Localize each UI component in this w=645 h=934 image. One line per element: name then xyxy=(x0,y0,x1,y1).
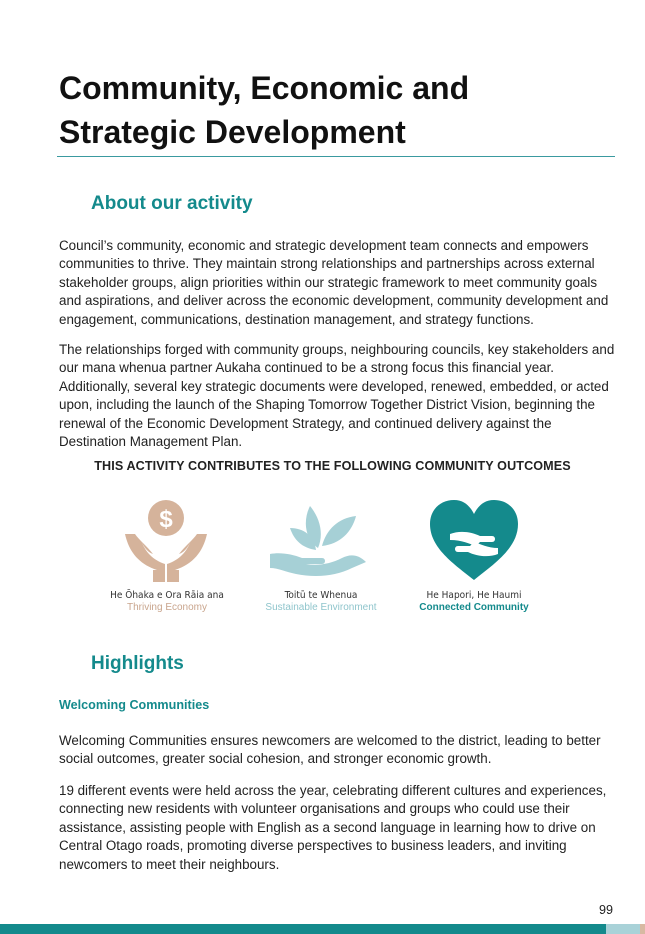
about-heading: About our activity xyxy=(91,193,253,214)
highlights-paragraph-2: 19 different events were held across the year, celebrating different cultures and experiences, connecting new residents with volunteer organisations and groups who could use their assistance, assisting people with English as a second language in learning how to drive on Central Otago roads, promoting diverse perspectives to business leaders, and inviting newcomers to meet their neighbours. xyxy=(59,783,607,872)
page-title-line-2: Strategic Development xyxy=(59,114,406,150)
outcome-english-label: Sustainable Environment xyxy=(265,602,377,613)
about-paragraph-1: Council’s community, economic and strategic development team connects and empowers communities to thrive. They maintain strong relationships and partnerships across external stakeholder groups, align priorities within our strategic framework to meet community goals and aspirations, and deliver across the economic development, community development and engagement, communications, destination management, and strategy functions. xyxy=(59,238,609,327)
outcome-english-label: Thriving Economy xyxy=(126,602,208,613)
highlights-paragraph-1: Welcoming Communities ensures newcomers are welcomed to the district, leading to better social outcomes, greater social cohesion, and stronger economic growth. xyxy=(59,733,601,767)
footer-bar xyxy=(0,924,606,934)
svg-text:$: $ xyxy=(159,506,173,533)
about-paragraph-2: The relationships forged with community groups, neighbouring councils, key stakeholders and our mana whenua partner Aukaha continued to be a strong focus this financial year. Additionally, several key strategic documents were developed, renewed, embedded, or acted upon, including the launch of the Shaping Tomorrow Together District Vision, beginning the renewal of the Economic Development Strategy, and continued delivery against the Destination Management Plan. xyxy=(59,342,615,450)
outcome-maori-label: He Hapori, He Haumi xyxy=(426,590,522,601)
outcome-sustainable-environment xyxy=(241,496,401,613)
heart-handshake-icon xyxy=(424,496,524,584)
outcome-maori-label: Toitū te Whenua xyxy=(284,590,358,601)
page-title-line-1: Community, Economic and xyxy=(59,70,470,106)
page-title xyxy=(59,66,619,154)
welcoming-communities-subheading: Welcoming Communities xyxy=(59,698,210,712)
outcome-connected-community xyxy=(394,496,554,613)
outcome-maori-label: He Ōhaka e Ora Rāia ana xyxy=(110,590,224,601)
outcomes-heading: THIS ACTIVITY CONTRIBUTES TO THE FOLLOWING COMMUNITY OUTCOMES xyxy=(94,459,571,473)
hands-dollar-icon xyxy=(117,496,217,584)
footer-accent-tan xyxy=(640,924,645,934)
title-divider xyxy=(57,156,615,157)
highlights-heading: Highlights xyxy=(91,653,184,674)
hand-leaves-icon xyxy=(266,496,376,584)
outcome-thriving-economy xyxy=(87,496,247,613)
page-number: 99 xyxy=(598,903,613,917)
outcome-english-label: Connected Community xyxy=(419,602,529,613)
footer-accent-light xyxy=(606,924,640,934)
